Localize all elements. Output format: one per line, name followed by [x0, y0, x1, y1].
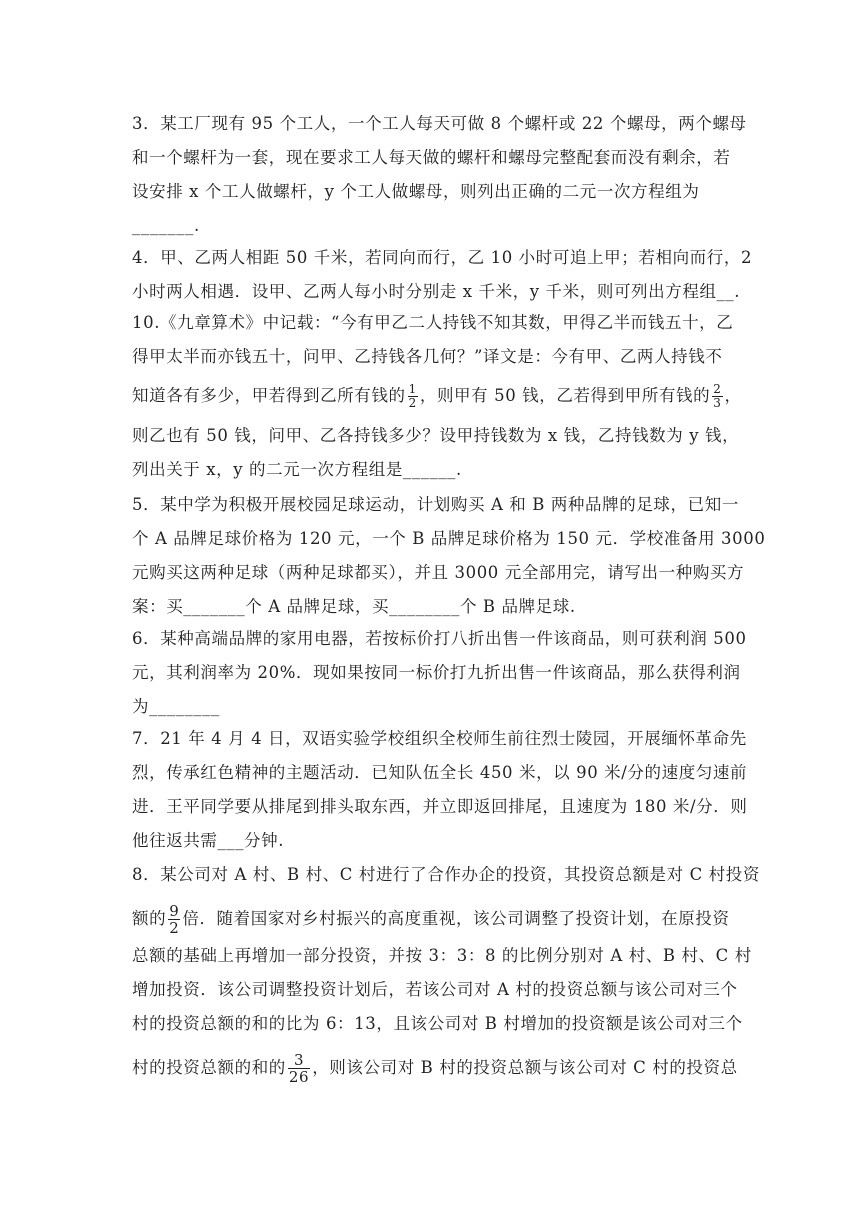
problem-3-line-2: 和一个螺杆为一套，现在要求工人每天做的螺杆和螺母完整配套而没有剩余，若 [132, 148, 731, 167]
problem-7-line-4: 他往返共需___分钟. [132, 831, 285, 850]
problem-8-line-6-part-a: 村的投资总额的和的 [132, 1058, 286, 1077]
problem-3-line-1: 3．某工厂现有 95 个工人，一个工人每天可做 8 个螺杆或 22 个螺母，两个螺母 [132, 114, 747, 133]
problem-6-line-3: 为________ [132, 697, 220, 716]
problem-8-line-3: 总额的基础上再增加一部分投资，并按 3：3：8 的比例分别对 A 村、B 村、C 村 [132, 946, 752, 965]
problem-8-line-5: 村的投资总额的和的比为 6：13，且该公司对 B 村增加的投资额是该公司对三个 [132, 1014, 743, 1033]
problem-5-line-4: 案：买_______个 A 品牌足球，买________个 B 品牌足球. [132, 597, 576, 616]
problem-10-line-3 [132, 382, 742, 410]
problem-7-line-1: 7．21 年 4 月 4 日，双语实验学校组织全校师生前往烈士陵园，开展缅怀革命先 [132, 729, 747, 748]
problem-7-line-3: 进．王平同学要从排尾到排头取东西，并立即返回排尾，且速度为 180 米/分．则 [132, 797, 748, 816]
problem-8-line-6 [132, 1051, 738, 1086]
problem-10-line-3-part-c: ， [724, 386, 742, 405]
problem-5-line-3: 元购买这两种足球（两种足球都买），并且 3000 元全部用完，请写出一种购买方 [132, 563, 745, 582]
problem-10-line-2: 得甲太半而亦钱五十，问甲、乙持钱各几何？”译文是：今有甲、乙两人持钱不 [132, 347, 723, 366]
problem-10-line-4: 则乙也有 50 钱，问甲、乙各持钱多少？设甲持钱数为 x 钱，乙持钱数为 y 钱， [132, 426, 740, 445]
problem-8-line-2-part-a: 额的 [132, 909, 167, 928]
problem-10-line-5: 列出关于 x，y 的二元一次方程组是______. [132, 460, 462, 479]
problem-3-line-3: 设安排 x 个工人做螺杆，y 个工人做螺母，则列出正确的二元一次方程组为 [132, 182, 700, 201]
problem-5-line-2: 个 A 品牌足球价格为 120 元，一个 B 品牌足球价格为 150 元．学校准备用 3000 [132, 529, 766, 548]
problem-6-line-1: 6．某种高端品牌的家用电器，若按标价打八折出售一件该商品，则可获利润 500 [132, 629, 747, 648]
problem-8-line-2 [132, 903, 732, 936]
fraction-denominator: 2 [169, 919, 180, 937]
fraction-three-twentysixths [288, 1052, 310, 1085]
fraction-numerator: 2 [713, 382, 722, 396]
problem-10-line-1: 10.《九章算术》中记载：“今有甲乙二人持钱不知其数，甲得乙半而钱五十，乙 [132, 313, 734, 332]
problem-10-line-3-part-a: 知道各有多少，甲若得到乙所有钱的 [132, 386, 406, 405]
fraction-numerator: 3 [288, 1052, 310, 1069]
problem-10-line-3-part-b: ，则甲有 50 钱，乙若得到甲所有钱的 [419, 386, 711, 405]
fraction-one-half [408, 383, 418, 410]
problem-5-line-1: 5．某中学为积极开展校园足球运动，计划购买 A 和 B 两种品牌的足球，已知一 [132, 495, 739, 514]
fraction-numerator: 1 [408, 382, 417, 396]
fraction-two-thirds [712, 383, 722, 410]
problem-6-line-2: 元，其利润率为 20%．现如果按同一标价打九折出售一件该商品，那么获得利润 [132, 663, 741, 682]
problem-8-line-2-part-b: 倍．随着国家对乡村振兴的高度重视，该公司调整了投资计划，在原投资 [182, 909, 730, 928]
problem-8-line-6-part-b: ，则该公司对 B 村的投资总额与该公司对 C 村的投资总 [312, 1058, 738, 1077]
fraction-denominator: 26 [288, 1068, 310, 1086]
problem-4-line-2: 小时两人相遇．设甲、乙两人每小时分别走 x 千米，y 千米，则可列出方程组__. [132, 282, 741, 301]
problem-3-line-4: _______. [132, 216, 200, 235]
problem-8-line-1: 8．某公司对 A 村、B 村、C 村进行了合作办企的投资，其投资总额是对 C 村投资 [132, 865, 760, 884]
problem-8-line-4: 增加投资．该公司调整投资计划后，若该公司对 A 村的投资总额与该公司对三个 [132, 980, 738, 999]
problem-7-line-2: 烈，传承红色精神的主题活动．已知队伍全长 450 米，以 90 米/分的速度匀速前 [132, 763, 748, 782]
fraction-numerator: 9 [169, 902, 180, 920]
fraction-nine-halves [168, 903, 180, 936]
problem-4-line-1: 4．甲、乙两人相距 50 千米，若同向而行，乙 10 小时可追上甲；若相向而行，2 [132, 248, 753, 267]
fraction-denominator: 3 [713, 396, 722, 410]
fraction-denominator: 2 [408, 396, 417, 410]
